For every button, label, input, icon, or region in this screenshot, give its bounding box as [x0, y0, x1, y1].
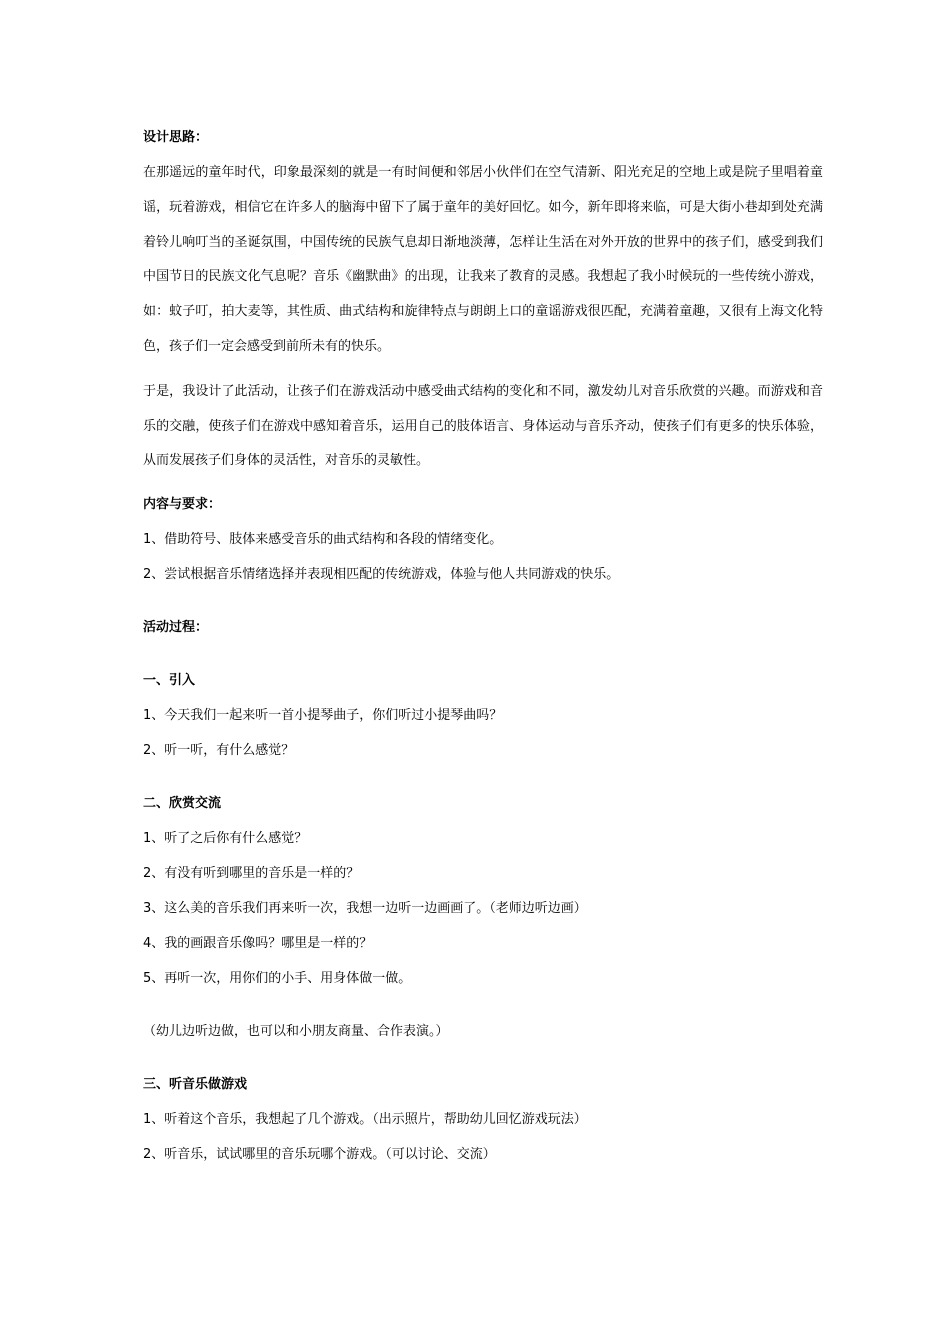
section-3-item-2: 2、听音乐，试试哪里的音乐玩哪个游戏。（可以讨论、交流） [143, 1147, 496, 1163]
section-2-item-5: 5、再听一次，用你们的小手、用身体做一做。 [143, 971, 412, 987]
section-3-item-1: 1、听着这个音乐，我想起了几个游戏。（出示照片，帮助幼儿回忆游戏玩法） [143, 1112, 587, 1128]
section-1-item-1: 1、今天我们一起来听一首小提琴曲子，你们听过小提琴曲吗？ [143, 708, 503, 724]
section-2-item-4: 4、我的画跟音乐像吗？哪里是一样的？ [143, 936, 373, 952]
section-2-item-3: 3、这么美的音乐我们再来听一次，我想一边听一边画画了。（老师边听边画） [143, 901, 587, 917]
requirement-item-1: 1、借助符号、肢体来感受音乐的曲式结构和各段的情绪变化。 [143, 532, 503, 548]
section-2-heading: 二、欣赏交流 [143, 796, 222, 812]
section-2-note: （幼儿边听边做，也可以和小朋友商量、合作表演。） [143, 1024, 449, 1040]
requirements-heading: 内容与要求： [143, 497, 222, 513]
section-3-heading: 三、听音乐做游戏 [143, 1077, 248, 1093]
section-2-item-2: 2、有没有听到哪里的音乐是一样的？ [143, 866, 360, 882]
design-paragraph-2: 于是，我设计了此活动，让孩子们在游戏活动中感受曲式结构的变化和不同，激发幼儿对音乐欣赏的兴趣。而游戏和音乐的交融，使孩子们在游戏中感知着音乐，运用自己的肢体语言、身体运动与音乐齐动，使孩子们有更多的快乐体验，从而发展孩子们身体的灵活性，对音乐的灵敏性。 [143, 383, 823, 469]
section-2-item-1: 1、听了之后你有什么感觉？ [143, 831, 308, 847]
document-page [143, 128, 823, 1165]
process-heading: 活动过程： [143, 620, 209, 636]
requirement-item-2: 2、尝试根据音乐情绪选择并表现相匹配的传统游戏，体验与他人共同游戏的快乐。 [143, 567, 620, 583]
design-paragraph-1: 在那遥远的童年时代，印象最深刻的就是一有时间便和邻居小伙伴们在空气清新、阳光充足的空地上或是院子里唱着童谣，玩着游戏，相信它在许多人的脑海中留下了属于童年的美好回忆。如今，新年即将来临，可是大街小巷却到处充满着铃儿响叮当的圣诞氛围，中国传统的民族气息却日渐地淡薄，怎样让生活在对外开放的世界中的孩子们，感受到我们中国节日的民族文化气息呢？音乐《幽默曲》的出现，让我来了教育的灵感。我想起了我小时候玩的一些传统小游戏，如：蚊子叮，拍大麦等，其性质、曲式结构和旋律特点与朗朗上口的童谣游戏很匹配，充满着童趣，又很有上海文化特色，孩子们一定会感受到前所未有的快乐。 [143, 165, 823, 354]
section-1-item-2: 2、听一听，有什么感觉？ [143, 743, 295, 759]
section-1-heading: 一、引入 [143, 673, 196, 689]
design-heading: 设计思路： [143, 130, 209, 145]
